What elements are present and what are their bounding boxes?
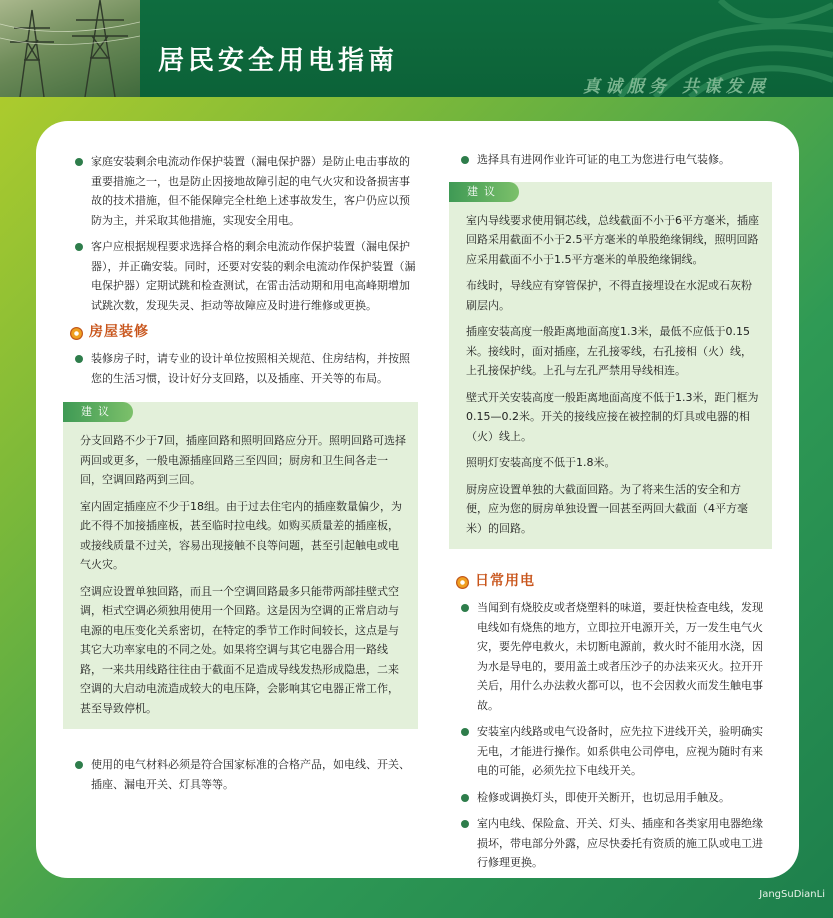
advice-paragraph: 壁式开关安装高度一般距离地面高度不低于1.3米，距门框为0.15—0.2米。开关的接线应接在被控制的灯具或电器的相（火）线上。: [466, 390, 759, 443]
advice-paragraph: 分支回路不少于7回，插座回路和照明回路应分开。照明回路可选择两回或更多，一般电源插座回路三至四回；厨房和卫生间各走一回，空调回路两到三回。: [80, 434, 406, 486]
list-item: [460, 814, 772, 873]
bullet-text: 检修或调换灯头，即使开关断开，也切忌用手触及。: [477, 790, 730, 804]
section-title: 日常用电: [475, 573, 535, 590]
advice-paragraph: 厨房应设置单独的大截面回路。为了将来生活的安全和方便，应为您的厨房单独设置一回甚至两回大截面（4平方毫米）的回路。: [466, 482, 748, 535]
list-item: [74, 349, 418, 388]
bullet-icon: [461, 728, 469, 736]
right-column: [460, 150, 772, 880]
bullet-text: 客户应根据规程要求选择合格的剩余电流动作保护装置（漏电保护器），并正确安装。同时，还要对安装的剩余电流动作保护装置（漏电保护器）定期试跳和检查测试，在雷击活动期和用电高峰期增加试跳次数，发现失灵、拒动等故障应及时进行维修或更换。: [91, 240, 416, 312]
power-tower-icon: [0, 0, 140, 97]
bullet-text: 选择具有进网作业许可证的电工为您进行电气装修。: [477, 153, 730, 166]
list-item: [460, 598, 772, 715]
bullet-text: 当闻到有烧胶皮或者烧塑料的味道，要赶快检查电线，发现电线如有烧焦的地方，立即拉开电源开关，万一发生电气火灾，要先停电救火，未切断电源前，救火时不能用水浇，因为水是导电的，要用盖土或者压沙子的办法来灭火。拉开开关后，用什么办法救火都可以，也不会因救火而发生触电事故。: [477, 601, 763, 712]
advice-label: 建议: [63, 402, 133, 422]
bullet-icon: [461, 156, 469, 164]
list-item: [460, 150, 772, 170]
advice-paragraph: 室内导线要求使用铜芯线，总线截面不小于6平方毫米，插座回路采用截面不小于2.5平方毫米的单股绝缘铜线，照明回路应采用截面不小于1.5平方毫米的单股绝缘铜线。: [466, 213, 759, 266]
list-item: [460, 788, 772, 808]
content-panel: [36, 121, 799, 878]
advice-box-right: [449, 182, 772, 550]
advice-label: 建议: [449, 182, 519, 202]
advice-paragraph: 布线时，导线应有穿管保护，不得直接埋设在水泥或石灰粉刷层内。: [466, 279, 752, 312]
list-item: [74, 237, 418, 315]
advice-paragraph: 照明灯安装高度不低于1.8米。: [466, 456, 616, 469]
bullet-icon: [461, 820, 469, 828]
section-title: 房屋装修: [89, 324, 149, 341]
footer-credit: JangSuDianLi: [759, 889, 825, 900]
bullet-icon: [75, 761, 83, 769]
section-marker-icon: [456, 576, 469, 589]
bullet-icon: [75, 243, 83, 251]
bullet-icon: [461, 604, 469, 612]
section-marker-icon: [70, 327, 83, 340]
bullet-icon: [75, 355, 83, 363]
left-column: [74, 152, 418, 801]
section-heading-renovation: [70, 322, 418, 344]
advice-paragraph: 空调应设置单独回路，而且一个空调回路最多只能带两部挂壁式空调，柜式空调必须独用使用一个回路。这是因为空调的正常启动与电源的电压变化关系密切，在特定的季节工作时间较长，这点是与其它大功率家电的不同之处。如果将空调与其它电器合用一路线路，一来共用线路往往由于截面不足造成导线发热形成隐患，二来空调的大启动电流造成较大的电压降，会影响其它电器正常工作，甚至导致停机。: [80, 584, 399, 715]
list-item: [460, 722, 772, 781]
header-banner: [0, 0, 833, 97]
advice-paragraph: 室内固定插座应不少于18组。由于过去住宅内的插座数量偏少，为此不得不加接插座板，甚至临时拉电线。如购买质量差的插座板，或接线质量不过关，容易出现接触不良等问题，甚至引起触电或电气火灾。: [80, 499, 402, 571]
bullet-text: 安装室内线路或电气设备时，应先拉下进线开关，验明确实无电，才能进行操作。如系供电公司停电，应视为随时有来电的可能，必须先拉下电线开关。: [477, 725, 763, 777]
bullet-text: 使用的电气材料必须是符合国家标准的合格产品，如电线、开关、插座、漏电开关、灯具等等。: [91, 758, 410, 791]
section-heading-daily-use: [456, 571, 772, 593]
power-tower-photo: [0, 0, 140, 97]
bullet-icon: [75, 158, 83, 166]
advice-box-left: [63, 402, 418, 729]
bullet-text: 室内电线、保险盒、开关、灯头、插座和各类家用电器绝缘损坏，带电部分外露，应尽快委托有资质的施工队或电工进行修理更换。: [477, 817, 763, 869]
list-item: [74, 152, 418, 230]
bullet-text: 装修房子时，请专业的设计单位按照相关规范、住房结构，并按照您的生活习惯，设计好分支回路，以及插座、开关等的布局。: [91, 352, 410, 385]
header-slogan: 真诚服务 共谋发展: [583, 77, 770, 97]
page-title: 居民安全用电指南: [158, 46, 399, 76]
list-item: [74, 755, 418, 794]
advice-paragraph: 插座安装高度一般距离地面高度1.3米，最低不应低于0.15米。接线时，面对插座，左孔接零线，右孔接相（火）线，上孔接保护线。上孔与左孔严禁用导线相连。: [466, 325, 752, 377]
bullet-icon: [461, 794, 469, 802]
bullet-text: 家庭安装剩余电流动作保护装置（漏电保护器）是防止电击事故的重要措施之一，也是防止因接地故障引起的电气火灾和设备损害事故的技术措施，但不能保障完全杜绝上述事故发生，客户仍应以预防为主，并采取其他措施，实现安全用电。: [91, 155, 410, 227]
